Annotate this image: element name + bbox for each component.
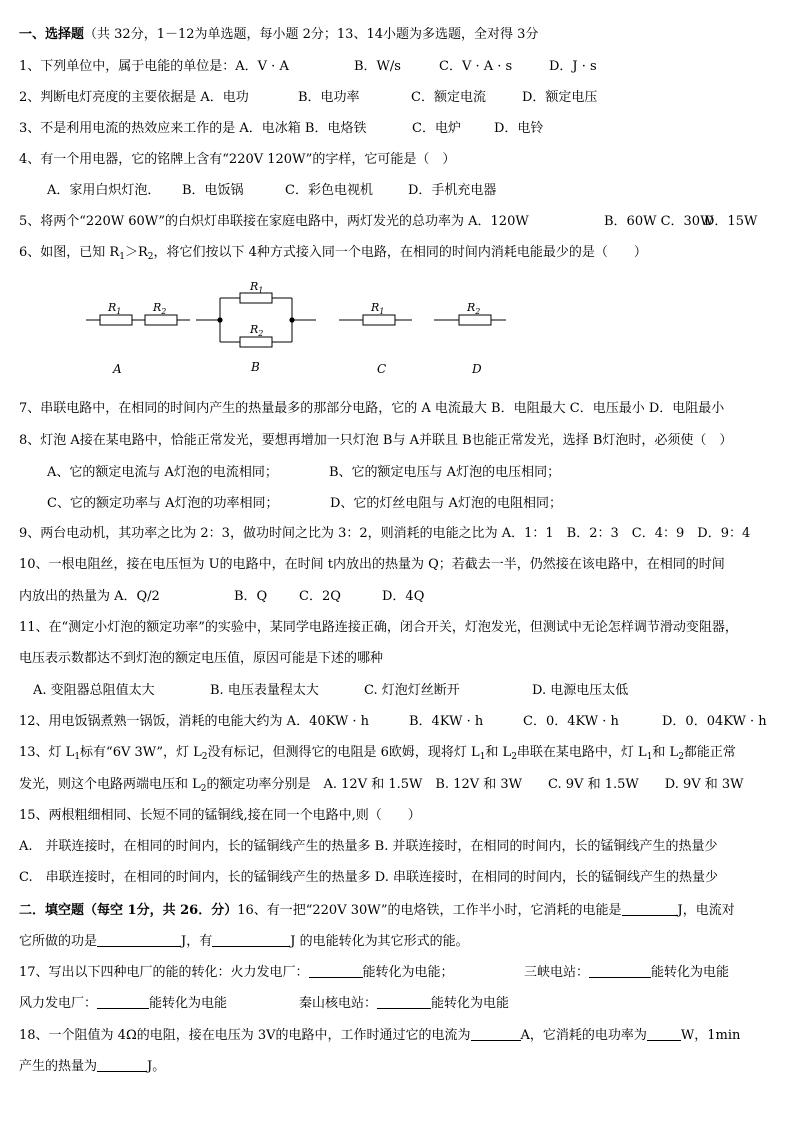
q17-text-a: 17、写出以下四种电厂的能的转化：火力发电厂： [19,965,309,980]
q17-text-g: 秦山核电站： [299,996,378,1011]
question-12 [19,714,767,730]
q2-option-c: C．额定电流 [411,90,486,105]
q12-stem: 12、用电饭锅煮熟一锅饭，消耗的电能大约为 A．40KW · h [19,714,369,729]
q13-l1-a: 13、灯 L [19,745,75,760]
fig-label-c: C [377,362,387,376]
q17-text-d: 能转化为电能 [651,965,730,980]
question-17-line1 [19,964,730,981]
question-11-line1 [19,620,738,636]
question-4 [19,152,455,168]
question-4-options [47,183,497,199]
q2-option-d: D．额定电压 [522,90,598,105]
section-2-title: 二．填空题（每空 1分，共 26．分） [19,903,238,918]
question-16-line1 [19,902,735,919]
q10-line1: 10、一根电阻丝，接在电压恒为 U的电路中，在时间 t内放出的热量为 Q；若截去一半，仍然接在该电路中，在相同的时间 [19,557,725,572]
question-15-options-ab [19,839,717,855]
q13-sub: 1 [646,752,653,762]
q16-text-d: J，有 [181,934,213,949]
q12-option-b: B．4KW · h [409,714,484,729]
q18-text-b: A，它消耗的电功率为 [520,1028,647,1043]
q11-line2: 电压表示数都达不到灯泡的额定电压值，原因可能是下述的哪种 [19,651,384,666]
q15-stem: 15、两根粗细相同、长短不同的锰铜线,接在同一个电路中,则（ ） [19,808,421,823]
fig-a-r1-label: $R_1$ [108,301,122,316]
question-13-line2 [19,777,744,793]
q6-stem-mid: ＞R [124,245,148,260]
question-9 [19,526,750,542]
question-15 [19,808,421,824]
q18-blank-3[interactable] [97,1058,147,1072]
q12-option-c: C．0．4KW · h [523,714,619,729]
fig-label-d: D [472,362,482,376]
q8-option-c: C、它的额定功率与 A灯泡的功率相同； [47,496,279,511]
q11-option-c: C. 灯泡灯丝断开 [364,683,460,698]
q1-option-d: D．J · s [549,59,597,74]
q18-text-c: W，1min [680,1028,741,1043]
q8-option-b: B、它的额定电压与 A灯泡的电压相同； [329,465,561,480]
question-17-line2 [19,995,510,1012]
q16-text-e: J 的电能转化为其它形式的能。 [290,934,469,949]
q13-sub: 2 [511,752,517,762]
section-1-title: 一、选择题 [19,27,85,42]
question-11-line2 [19,651,383,667]
q13-l2-a: 发光，则这个电路两端电压和 L [19,777,201,792]
q4-stem: 4、有一个用电器，它的铭牌上含有“220V 120W”的字样，它可能是（ ） [19,152,456,167]
q17-text-e: 风力发电厂： [19,996,98,1011]
q13-l1-b: 标有“6V 3W”，灯 L [80,745,202,760]
q18-text-d: 产生的热量为 [19,1059,98,1074]
question-8 [19,433,732,449]
q17-blank-1[interactable] [309,964,363,978]
q3-stem: 3、不是利用电流的热效应来工作的是 A．电冰箱 B．电烙铁 [19,121,367,136]
q10-option-c: C．2Q [299,589,341,604]
q5-option-d: D．15W [704,214,758,229]
q4-option-c: C．彩色电视机 [285,183,373,198]
q6-stem-pre: 6、如图，已知 R [19,245,120,260]
section-1-note: （共 32分，1－12为单选题，每小题 2分；13、14小题为多选题，全对得 3分 [84,27,539,42]
q8-option-a: A、它的额定电流与 A灯泡的电流相同； [47,465,278,480]
q13-l1-c: 没有标记，但测得它的电阻是 6欧姆，现将灯 L [207,745,480,760]
fig-a-r2-label: $R_2$ [153,301,167,316]
q13-l1-f: 和 L [652,745,679,760]
question-16-line2 [19,933,469,950]
fig-label-a: A [113,362,122,376]
q18-text-a: 18、一个阻值为 4Ω的电阻，接在电压为 3V的电路中，工作时通过它的电流为 [19,1028,471,1043]
circuit-a [86,315,190,325]
q13-sub: 2 [200,784,207,794]
q15-options-ab: A. 并联连接时，在相同的时间内，长的锰铜线产生的热量多 B. 并联连接时，在相同的时间内，长的锰铜线产生的热量少 [19,839,718,854]
junction-dot-right [289,317,294,322]
q6-stem-post: ，将它们按以下 4种方式接入同一个电路，在相同的时间内消耗电能最少的是（ ） [153,245,647,260]
q13-sub: 2 [201,752,208,762]
q17-text-b: 能转化为电能； [362,965,454,980]
q12-option-d: D．0．04KW · h [662,714,767,729]
question-8-options-cd [47,496,562,512]
q18-text-e: J。 [147,1059,166,1074]
q6-circuit-figure [0,270,794,380]
q4-option-a: A．家用白炽灯泡． [47,183,161,198]
q11-option-a: A. 变阻器总阻值太大 [33,683,155,698]
q17-blank-4[interactable] [377,995,431,1009]
q17-text-c: 三峡电站： [524,965,590,980]
q13-l1-e: 串联在某电路中，灯 L [516,745,647,760]
question-3 [19,121,544,137]
q10-stem: 内放出的热量为 A．Q/2 [19,589,160,604]
q5-stem: 5、将两个“220W 60W”的白炽灯串联接在家庭电路中，两灯发光的总功率为 A．120W [19,214,529,229]
q16-text-a: 16、有一把“220V 30W”的电烙铁，工作半小时，它消耗的电能是 [237,903,622,918]
q11-line1: 11、在“测定小灯泡的额定功率”的实验中，某同学电路连接正确，闭合开关，灯泡发光，但测试中无论怎样调节滑动变阻器， [19,620,738,635]
q13-sub: 1 [479,752,486,762]
circuit-d [434,315,506,325]
question-10-line2 [19,589,425,605]
q6-sub2: 2 [147,252,154,262]
question-7 [19,401,724,417]
q18-blank-1[interactable] [471,1027,521,1041]
q2-stem: 2、判断电灯亮度的主要依据是 A．电功 [19,90,249,105]
question-15-options-cd [19,870,718,886]
q11-option-b: B. 电压表量程太大 [210,683,319,698]
q13-l2-b: 的额定功率分别是 A. 12V 和 1.5W B. 12V 和 3W C. 9V 和 1.5W D. 9V 和 3W [206,777,744,792]
q5-option-bc: B．60W C．30W [604,214,714,229]
question-1 [19,59,597,75]
q2-option-b: B．电功率 [298,90,360,105]
circuit-b [196,293,316,347]
q18-blank-2[interactable] [647,1027,681,1041]
q16-text-c: 它所做的功是 [19,934,98,949]
q3-option-c: C．电炉 [412,121,461,136]
q17-text-f: 能转化为电能 [149,996,228,1011]
q16-blank-2[interactable] [97,933,181,947]
fig-label-b: B [251,360,260,374]
q16-text-b: J，电流对 [677,903,735,918]
q10-option-d: D．4Q [382,589,425,604]
q3-option-d: D．电铃 [494,121,544,136]
question-11-options [33,683,629,699]
question-13-line1 [19,745,736,761]
q16-blank-1[interactable] [622,902,678,916]
question-2 [19,90,598,106]
q1-stem: 1、下列单位中，属于电能的单位是：A．V · A [19,59,289,74]
fig-d-r2-label: $R_2$ [467,301,481,316]
question-5 [19,214,758,230]
q13-sub: 2 [678,752,684,762]
q9-stem: 9、两台电动机，其功率之比为 2：3，做功时间之比为 3：2，则消耗的电能之比为 A．1：1 B．2：3 C．4：9 D．9：4 [19,526,751,541]
question-10-line1 [19,557,725,573]
q8-stem: 8、灯泡 A接在某电路中，恰能正常发光，要想再增加一只灯泡 B与 A并联且 B也能正常发光，选择 B灯泡时，必须使（ ） [19,433,733,448]
q1-option-b: B．W/s [354,59,401,74]
question-6 [19,245,647,261]
q13-l1-g: 都能正常 [683,745,736,760]
question-18-line2 [19,1058,165,1075]
fig-b-r1-label: $R_1$ [250,280,264,295]
section-1-heading [19,27,538,43]
q6-sub1: 1 [119,252,125,262]
q4-option-d: D．手机充电器 [408,183,497,198]
q17-blank-2[interactable] [589,964,651,978]
q17-text-h: 能转化为电能 [431,996,510,1011]
q7-stem: 7、串联电路中，在相同的时间内产生的热量最多的那部分电路，它的 A 电流最大 B．电阻最大 C．电压最小 D．电阻最小 [19,401,725,416]
q13-l1-d: 和 L [485,745,512,760]
question-18-line1 [19,1027,740,1044]
circuit-c [339,315,412,325]
q10-option-b: B．Q [234,589,268,604]
q17-blank-3[interactable] [97,995,149,1009]
q11-option-d: D. 电源电压太低 [532,683,629,698]
q4-option-b: B．电饭锅 [182,183,244,198]
q15-options-cd: C. 串联连接时，在相同的时间内，长的锰铜线产生的热量多 D. 串联连接时，在相同的时间内，长的锰铜线产生的热量少 [19,870,718,885]
q13-sub: 1 [74,752,81,762]
question-8-options-ab [47,465,561,481]
q8-option-d: D、它的灯丝电阻与 A灯泡的电阻相同； [330,496,562,511]
fig-c-r1-label: $R_1$ [371,301,385,316]
q1-option-c: C．V · A · s [439,59,513,74]
fig-b-r2-label: $R_2$ [250,323,264,338]
junction-dot-left [217,317,222,322]
q16-blank-3[interactable] [212,933,290,947]
